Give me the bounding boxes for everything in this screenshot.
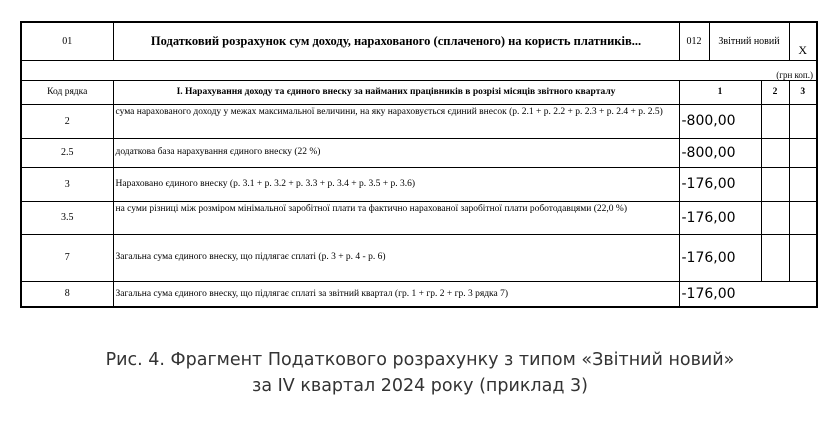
row-description: Нараховано єдиного внеску (р. 3.1 + р. 3.2 + р. 3.3 + р. 3.4 + р. 3.5 + р. 3.6) xyxy=(113,167,679,201)
row-value-col2[interactable] xyxy=(761,104,789,138)
form-number: 012 xyxy=(679,22,709,60)
figure-caption xyxy=(0,347,840,399)
row-value-col2[interactable] xyxy=(761,234,789,281)
row-value-col3[interactable] xyxy=(789,167,817,201)
row-value-col3[interactable] xyxy=(789,234,817,281)
caption-line-2: за IV квартал 2024 року (приклад 3) xyxy=(252,376,588,396)
column-header-section: I. Нарахування доходу та єдиного внеску за найманих працівників в розрізі місяців звітного кварталу xyxy=(113,80,679,104)
report-type: Звітний новий xyxy=(709,22,789,60)
table-row xyxy=(21,138,817,167)
row-code: 2.5 xyxy=(21,138,113,167)
row-value-col2[interactable] xyxy=(761,138,789,167)
form-header-row xyxy=(21,22,817,60)
row-description: Загальна сума єдиного внеску, що підлягає сплаті за звітний квартал (гр. 1 + гр. 2 + гр. 3 рядка 7) xyxy=(113,281,679,307)
column-header-row xyxy=(21,80,817,104)
row-description: на суми різниці між розміром мінімальної заробітної плати та фактично нарахованої заробітної плати роботодавцями (22,0 %) xyxy=(113,201,679,234)
units-label: (грн коп.) xyxy=(21,60,817,80)
row-description: додаткова база нарахування єдиного внеску (22 %) xyxy=(113,138,679,167)
row-value-col1[interactable]: -800,00 xyxy=(679,104,761,138)
report-type-mark: X xyxy=(789,22,817,60)
row-code: 7 xyxy=(21,234,113,281)
row-description: сума нарахованого доходу у межах максимальної величини, на яку нараховується єдиний внесок (р. 2.1 + р. 2.2 + р. 2.3 + р. 2.4 + р. 2.5) xyxy=(113,104,679,138)
tax-form-table xyxy=(20,21,818,308)
table-row xyxy=(21,234,817,281)
row-value-col3[interactable] xyxy=(789,104,817,138)
row-value-col3[interactable] xyxy=(789,201,817,234)
row-value-col1[interactable]: -176,00 xyxy=(679,201,761,234)
column-header-3: 3 xyxy=(789,80,817,104)
caption-line-1: Рис. 4. Фрагмент Податкового розрахунку з типом «Звітний новий» xyxy=(105,350,735,370)
column-header-2: 2 xyxy=(761,80,789,104)
form-code: 01 xyxy=(21,22,113,60)
row-value-col1[interactable]: -176,00 xyxy=(679,281,817,307)
row-value-col1[interactable]: -176,00 xyxy=(679,234,761,281)
row-value-col1[interactable]: -800,00 xyxy=(679,138,761,167)
form-title: Податковий розрахунок сум доходу, нарахованого (сплаченого) на користь платників... xyxy=(113,22,679,60)
table-row xyxy=(21,281,817,307)
row-value-col2[interactable] xyxy=(761,167,789,201)
row-description: Загальна сума єдиного внеску, що підлягає сплаті (р. 3 + р. 4 - р. 6) xyxy=(113,234,679,281)
row-value-col2[interactable] xyxy=(761,201,789,234)
table-row xyxy=(21,167,817,201)
table-row xyxy=(21,201,817,234)
row-code: 2 xyxy=(21,104,113,138)
column-header-code: Код рядка xyxy=(21,80,113,104)
units-row xyxy=(21,60,817,80)
column-header-1: 1 xyxy=(679,80,761,104)
row-value-col3[interactable] xyxy=(789,138,817,167)
row-value-col1[interactable]: -176,00 xyxy=(679,167,761,201)
row-code: 3 xyxy=(21,167,113,201)
table-row xyxy=(21,104,817,138)
row-code: 8 xyxy=(21,281,113,307)
row-code: 3.5 xyxy=(21,201,113,234)
